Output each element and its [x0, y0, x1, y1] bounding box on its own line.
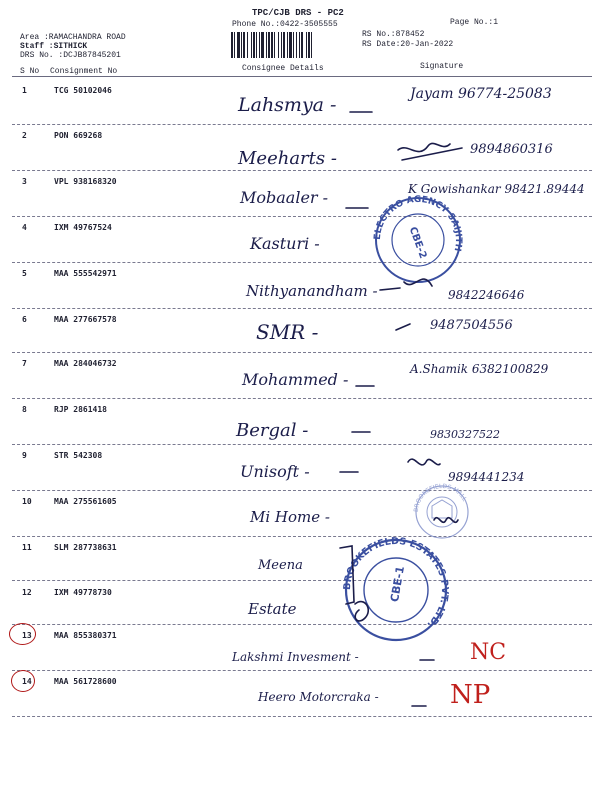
row-sno: 7	[22, 359, 27, 368]
row-consignment: MAA 855380371	[54, 631, 117, 640]
row-consignment: MAA 277667578	[54, 315, 117, 324]
column-header-sno: S No	[20, 67, 40, 76]
row-consignment: SLM 287738631	[54, 543, 117, 552]
rs-date: RS Date:20-Jan-2022	[362, 40, 454, 49]
row-sno: 12	[22, 588, 32, 597]
status-mark-nc: NC	[470, 640, 507, 665]
consignee-handwriting: SMR -	[256, 320, 319, 344]
consignee-handwriting: Mobaaler -	[240, 188, 329, 207]
row-sno: 11	[22, 543, 32, 552]
row-consignment: VPL 938168320	[54, 177, 117, 186]
signature-handwriting: Jayam 96774-25083	[410, 86, 552, 102]
brookefields-small-stamp	[413, 483, 468, 538]
row-consignment: TCG 50102046	[54, 86, 112, 95]
signature-handwriting: 9842246646	[448, 288, 525, 302]
consignee-handwriting: Heero Motorcraka -	[258, 690, 379, 704]
signature-handwriting: A.Shamik 6382100829	[410, 362, 549, 376]
row-consignment: PON 669268	[54, 131, 103, 140]
consignee-handwriting: Kasturi -	[250, 234, 320, 253]
agency-stamp-code: CBE-2	[406, 225, 429, 261]
status-mark-np: NP	[450, 680, 491, 710]
row-sno: 10	[22, 497, 32, 506]
row-consignment: IXM 49767524	[54, 223, 112, 232]
row-sno: 14	[22, 677, 32, 686]
row-sno: 2	[22, 131, 27, 140]
row-sno: 8	[22, 405, 27, 414]
row-sno: 6	[22, 315, 27, 324]
row-sno: 5	[22, 269, 27, 278]
agency-stamp	[373, 195, 463, 282]
row-sno: 3	[22, 177, 27, 186]
column-header-signature: Signature	[420, 62, 464, 71]
drs-number: DRS No. :DCJB87845201	[20, 51, 121, 60]
signature-handwriting: K Gowishankar 98421.89444	[408, 182, 585, 196]
phone-number: Phone No.:0422-3505555	[232, 20, 338, 29]
brookefields-stamp-text: BROOKEFIELDS ESTATES PVT. LTD.	[341, 535, 451, 631]
row-consignment: MAA 555542971	[54, 269, 117, 278]
row-consignment: IXM 49778730	[54, 588, 112, 597]
area-label: Area :RAMACHANDRA ROAD	[20, 33, 126, 42]
rs-number: RS No.:878452	[362, 30, 425, 39]
signature-handwriting: 9894860316	[470, 142, 553, 157]
consignee-handwriting: Estate	[248, 600, 297, 618]
row-consignment: STR 542308	[54, 451, 103, 460]
consignee-handwriting: Mohammed -	[242, 370, 349, 389]
staff-label: Staff :SITHICK	[20, 42, 88, 51]
row-sno: 4	[22, 223, 27, 232]
brookefields-small-stamp-text: BROOKEFIELDS MALL	[412, 482, 469, 513]
row-sno: 1	[22, 86, 27, 95]
brookefields-stamp-code: CBE-1	[388, 565, 408, 604]
column-header-consignment: Consignment No	[50, 67, 118, 76]
consignee-handwriting: Lakshmi Invesment -	[232, 650, 359, 664]
consignee-handwriting: Bergal -	[236, 420, 309, 441]
signature-handwriting: 9487504556	[430, 318, 513, 333]
row-consignment: MAA 284046732	[54, 359, 117, 368]
consignee-handwriting: Meena	[258, 558, 303, 573]
column-header-consignee: Consignee Details	[242, 64, 324, 73]
consignee-handwriting: Nithyanandham -	[246, 282, 378, 300]
signature-handwriting: 9894441234	[448, 470, 525, 484]
row-sno: 9	[22, 451, 27, 460]
signature-handwriting: 9830327522	[430, 428, 500, 441]
consignee-handwriting: Unisoft -	[240, 462, 310, 481]
brookefields-stamp	[342, 536, 450, 640]
row-consignment: MAA 561728600	[54, 677, 117, 686]
row-sno: 13	[22, 631, 32, 640]
row-consignment: MAA 275561605	[54, 497, 117, 506]
document-title: TPC/CJB DRS - PC2	[252, 8, 344, 18]
agency-stamp-text: ELECTRO AGENCY SAIJITH	[372, 194, 464, 253]
consignee-handwriting: Lahsmya -	[238, 94, 337, 116]
page-number: Page No.:1	[450, 18, 499, 27]
consignee-handwriting: Mi Home -	[250, 508, 330, 526]
row-consignment: RJP 2861418	[54, 405, 107, 414]
consignee-handwriting: Meeharts -	[238, 148, 337, 169]
